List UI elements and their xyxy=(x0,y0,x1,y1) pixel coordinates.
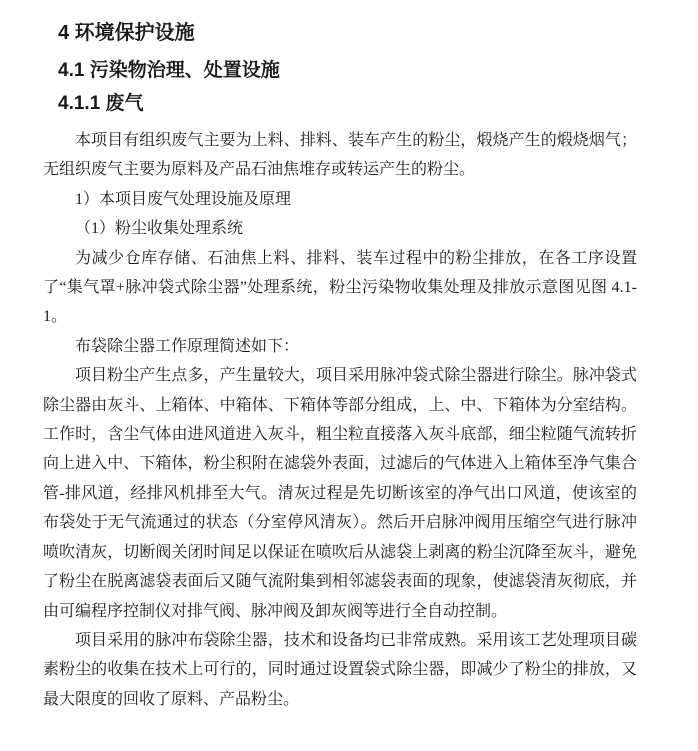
paragraph-principle-intro: 布袋除尘器工作原理简述如下： xyxy=(75,337,300,355)
paragraph-conclusion: 项目采用的脉冲布袋除尘器，技术和设备均已非常成熟。采用该工艺处理项目碳素粉尘的收集在技术上可行的，同时通过设置袋式除尘器，即减少了粉尘的排放，又最大限度的回收了原料、产品粉尘。 xyxy=(43,631,637,708)
body-text xyxy=(43,126,637,714)
heading-chapter: 4 环境保护设施 xyxy=(58,22,195,44)
paragraph-dust-collection-system: 为减少仓库存储、石油焦上料、排料、装车过程中的粉尘排放，在各工序设置了“集气罩+脉冲袋式除尘器”处理系统，粉尘污染物收集处理及排放示意图见图 4.1-1。 xyxy=(43,249,637,326)
heading-subsection: 4.1.1 废气 xyxy=(58,93,144,114)
paragraph-list-item-1: 1）本项目废气处理设施及原理 xyxy=(75,190,292,208)
headings-block xyxy=(0,20,698,117)
paragraph-principle-detail: 项目粉尘产生点多，产生量较大，项目采用脉冲袋式除尘器进行除尘。脉冲袋式除尘器由灰斗、上箱体、中箱体、下箱体等部分组成，上、中、下箱体为分室结构。工作时，含尘气体由进风道进入灰斗，粗尘粒直接落入灰斗底部，细尘粒随气流转折向上进入中、下箱体，粉尘积附在滤袋外表面，过滤后的气体进入上箱体至净气集合管-排风道，经排风机排至大气。清灰过程是先切断该室的净气出口风道，使该室的布袋处于无气流通过的状态（分室停风清灰）。然后开启脉冲阀用压缩空气进行脉冲喷吹清灰，切断阀关闭时间足以保证在喷吹后从滤袋上剥离的粉尘沉降至灰斗，避免了粉尘在脱离滤袋表面后又随气流附集到相邻滤袋表面的现象，使滤袋清灰彻底，并由可编程序控制仪对排气阀、脉冲阀及卸灰阀等进行全自动控制。 xyxy=(43,367,637,620)
paragraph-sublist-item-1: （1）粉尘收集处理系统 xyxy=(75,220,244,238)
paragraph-intro: 本项目有组织废气主要为上料、排料、装车产生的粉尘，煅烧产生的煅烧烟气；无组织废气主要为原料及产品石油焦堆存或转运产生的粉尘。 xyxy=(43,132,637,179)
heading-section: 4.1 污染物治理、处置设施 xyxy=(58,60,280,81)
